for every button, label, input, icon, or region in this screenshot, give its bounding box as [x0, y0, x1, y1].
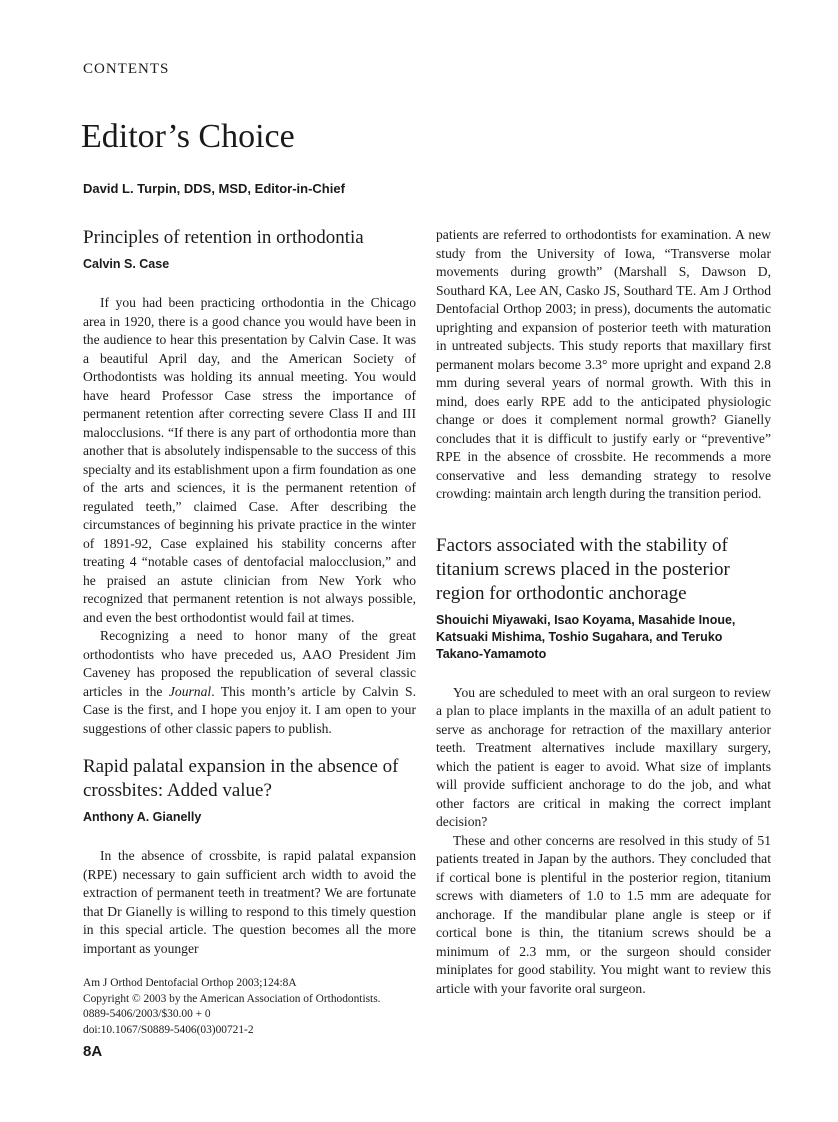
contents-header: CONTENTS — [83, 61, 170, 77]
journal-name-italic: Journal — [168, 683, 212, 699]
footnote-citation-line: Am J Orthod Dentofacial Orthop 2003;124:8A — [83, 977, 297, 989]
article-title-retention: Principles of retention in orthodontia — [83, 227, 364, 248]
article-section-retention — [83, 226, 416, 738]
article-title-rpe: Rapid palatal expansion in the absence of crossbites: Added value? — [83, 756, 399, 801]
article-paragraph: In the absence of crossbite, is rapid palatal expansion (RPE) necessary to gain sufficient arch width to avoid the extraction of permanent teeth in treatment? We are fortunate that Dr Gianelly is willing to respond to this timely question in this special article. The question becomes all the more important as younger — [83, 848, 416, 956]
article-authors-rpe: Anthony A. Gianelly — [83, 810, 202, 824]
article-authors-retention: Calvin S. Case — [83, 257, 170, 271]
continuation-paragraph: patients are referred to orthodontists for examination. A new study from the University of Iowa, “Transverse molar movements during growth” (Marshall S, Dawson D, Southard KA, Lee AN, Casko JS, Southard TE. Am J Orthod Dentofacial Orthop 2003; in press), documents the automatic uprighting and expansion of posterior teeth with maturation in untreated subjects. This study reports that maxillary first permanent molars become 3.3° more upright and expand 2.8 mm during several years of normal growth. With this in mind, does early RPE add to the anticipated physiologic change or does it complement normal growth? Gianelly concludes that it is difficult to justify early or “preventive” RPE in the absence of crossbite. He recommends a more conservative and less demanding strategy to resolve crowding: maintain arch length during the transition period. — [436, 227, 771, 501]
editor-byline: David L. Turpin, DDS, MSD, Editor-in-Chief — [83, 181, 345, 196]
article-paragraph: These and other concerns are resolved in this study of 51 patients treated in Japan by the authors. They concluded that if cortical bone is plentiful in the posterior region, titanium screws with diameters of 1.0 to 1.5 mm are adequate for anchorage. If the mandibular plane angle is steep or if cortical bone is thin, the titanium screws should be a minimum of 2.3 mm, or the surgeon should consider miniplates for good stability. You might want to review this article with your favorite oral surgeon. — [436, 832, 771, 996]
article-authors-titanium-screws: Shouichi Miyawaki, Isao Koyama, Masahide Inoue, Katsuaki Mishima, Toshio Sugahara, and Teruko Takano-Yamamoto — [436, 612, 736, 661]
article-paragraph: If you had been practicing orthodontia in the Chicago area in 1920, there is a good chance you would have been in the audience to hear this presentation by Calvin Case. It was a beautiful April day, and the American Society of Orthodontists was holding its annual meeting. You would have heard Professor Case stress the importance of permanent retention after correcting severe Class II and III malocclusions. “If there is any part of orthodontia more than another that is absolutely indispensable to the success of this specialty and its establishment upon a firm foundation as one of the arts and sciences, it is the permanent retention of regulated teeth,” claimed Case. After describing the circumstances of beginning his private practice in the winter of 1891-92, Case explained his stability concerns after treating 4 “notable cases of dentofacial malocclusion,” and he praised an astute clinician from New York who recognized that permanent retention is not always possible, and even the best orthodontist would fail at times. — [83, 295, 416, 625]
article-section-titanium-screws — [436, 534, 771, 999]
journal-footnote — [83, 976, 428, 1038]
footnote-copyright-line: Copyright © 2003 by the American Association of Orthodontists. — [83, 992, 381, 1005]
page-number: 8A — [83, 1043, 103, 1060]
article-section-rpe — [83, 755, 416, 958]
article-paragraph: You are scheduled to meet with an oral surgeon to review a plan to place implants in the maxilla of an adult patient to serve as anchorage for retraction of the maxillary anterior teeth. Treatment alternatives include maxillary surgery, which the patient is eager to avoid. What size of implants will provide sufficient anchorage to do the job, and what other factors are critical in making the correct implant decision? — [436, 684, 771, 829]
footnote-doi-line: doi:10.1067/S0889-5406(03)00721-2 — [83, 1023, 254, 1036]
footnote-issn-line: 0889-5406/2003/$30.00 + 0 — [83, 1008, 211, 1020]
article-title-titanium-screws: Factors associated with the stability of titanium screws placed in the posterior region for orthodontic anchorage — [436, 534, 730, 604]
left-column — [83, 226, 416, 958]
paragraph-text: . This month’s article by Calvin S. Case is the first, and I hope you enjoy it. I am open to your suggestions of other classic papers to publish. — [83, 683, 416, 736]
article-paragraph — [83, 627, 416, 738]
right-column — [436, 226, 771, 998]
paragraph-text: Recognizing a need to honor many of the great orthodontists who have preceded us, AAO President Jim Caveney has proposed the republication of several classic articles in the — [83, 628, 416, 699]
page-title: Editor’s Choice — [81, 118, 295, 155]
